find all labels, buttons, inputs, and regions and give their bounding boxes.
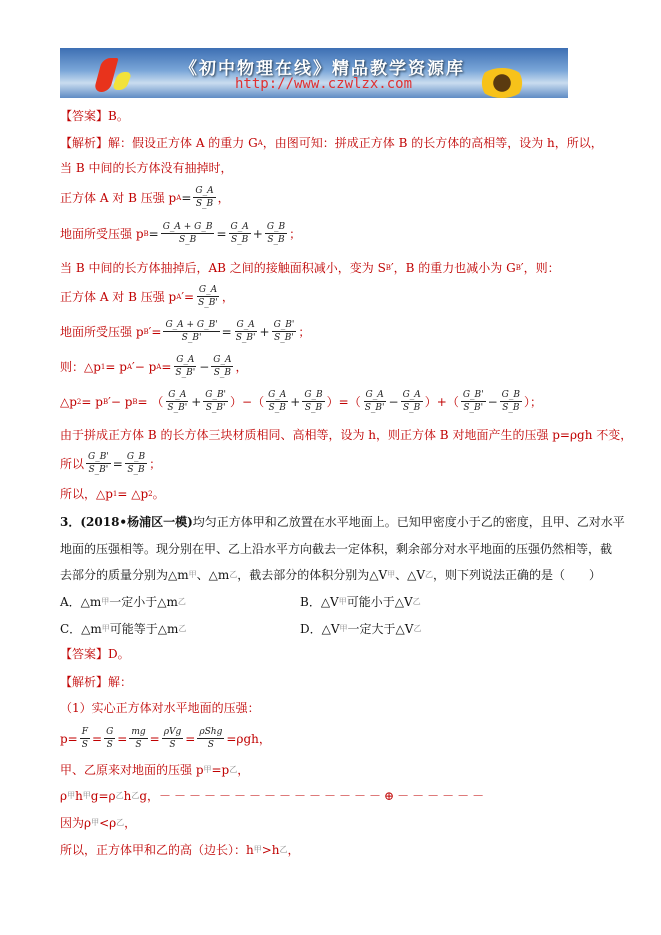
text-segment: ）=（ [326,395,361,409]
text-segment: ′= [148,324,162,339]
fraction [203,390,228,413]
denominator: S_B' [175,368,196,378]
math-operator: + [290,394,301,409]
text-segment: h [123,788,132,803]
text-segment: ）+（ [424,395,459,409]
text-segment: =ρgh， [226,732,271,746]
fraction [193,186,215,209]
text-segment: 【答案】D。 [60,647,130,661]
subscript-label: 乙 [229,570,238,579]
text-segment: ； [149,457,162,471]
numerator: G_B [266,222,286,232]
text-line [60,540,612,557]
text-line [60,814,136,831]
text-segment: （1）实心正方体对水平地面的压强： [60,701,260,715]
numerator: G_A + G_B' [165,320,218,330]
subscript: B [132,397,138,406]
math-operator: + [252,226,263,241]
subscript-label: 乙 [425,570,434,579]
text-segment: ； [298,325,311,339]
text-line [60,727,271,750]
denominator: S_B [178,235,197,245]
text-line [60,107,129,124]
question-text: 一定小于△m [109,595,178,609]
text-segment: ′− p [108,394,133,409]
text-segment: 当 B 中间的长方体抽掉后，AB 之间的接触面积减小，变为 S [60,261,386,275]
subscript-label: 甲 [253,845,262,854]
text-line [60,186,230,209]
denominator: S_B [213,368,231,378]
denominator: S_B [267,235,285,245]
text-line [60,787,487,804]
math-operator: − [199,359,210,374]
fraction [80,727,90,750]
text-line [60,673,132,690]
subscript-label: 乙 [413,624,422,633]
text-segment: ρ [60,788,68,803]
text-segment: = p [81,394,103,409]
text-segment: g， [139,789,160,803]
question-text: ，截去部分的体积分别为△V [237,568,388,582]
fraction [163,320,219,343]
question-text: 去部分的质量分别为△m [60,568,189,582]
text-line [60,159,232,176]
subscript-label: 甲 [203,765,212,774]
text-segment: ， [235,360,248,374]
subscript: B [143,229,149,238]
subscript: B [515,263,521,272]
subscript-label: 甲 [339,624,348,633]
subscript: B [143,327,149,336]
subscript: B [102,397,109,406]
numerator: mg [131,727,146,737]
numerator: G_A [213,355,232,365]
text-segment: = （ [137,395,164,409]
text-segment: ，由图可知：拼成正方体 B 的长方体的高相等，设为 h，所以， [262,136,603,150]
text-segment: 则：△p [60,360,101,374]
text-segment: 所以，正方体甲和乙的高（边长）：h [60,843,254,857]
subscript-label: 乙 [178,624,187,633]
text-line [60,485,165,502]
subscript: A [257,138,263,147]
text-segment: 地面所受压强 p [60,227,144,241]
denominator: S_B [127,465,145,475]
question-text: 、△V [395,568,426,582]
text-segment: 甲、乙原来对地面的压强 p [60,763,204,777]
fraction [302,390,324,413]
numerator: G [106,727,114,737]
fraction [461,390,486,413]
subscript-label: 乙 [229,765,238,774]
dashed-line: －－－－－－－－－－－－－－－⊕－－－－－－ [159,789,488,803]
text-segment: ， [221,290,234,304]
subscript: A [176,292,182,301]
subscript: 1 [112,489,118,498]
text-segment: 【解析】解：假设正方体 A 的重力 G [60,136,258,150]
numerator: G_A [268,390,287,400]
denominator: S_B [195,199,214,209]
text-segment: ′− p [132,359,157,374]
math-operator: − [487,394,498,409]
fraction [196,285,220,308]
text-line [60,259,560,276]
subscript: 2 [76,397,82,406]
numerator: ρShg [199,727,223,737]
subscript-label: 甲 [338,597,347,606]
subscript: 2 [148,489,153,498]
numerator: G_A [236,320,255,330]
subscript-label: 乙 [116,818,125,827]
numerator: G_A [230,222,249,232]
numerator: G_A [176,355,195,365]
numerator: G_B' [462,390,484,400]
denominator: S_B [304,403,323,413]
text-segment: = △p [117,486,149,501]
text-segment: △p [60,394,77,409]
fraction [197,727,224,750]
text-segment: <ρ [99,815,117,830]
subscript-label: 甲 [188,570,197,579]
denominator: S [135,740,142,750]
numerator: G_A [168,390,187,400]
question-text: B．△V [300,595,339,609]
text-segment: = [117,731,128,746]
text-segment: ， [217,191,230,205]
text-line [60,285,234,308]
subscript-label: 乙 [115,791,124,800]
numerator: G_A [198,285,218,295]
text-segment: =p [211,762,230,777]
denominator: S_B [502,403,520,413]
math-operator: = [181,190,192,205]
fraction [86,452,111,475]
question-text: ，则下列说法正确的是（ ） [433,568,602,582]
subscript-label: 乙 [279,845,288,854]
subscript-label: 甲 [82,791,91,800]
text-line [60,620,186,637]
subscript-label: 甲 [101,624,110,633]
text-segment: 【答案】B。 [60,109,129,123]
fraction [265,222,287,245]
math-operator: = [221,324,232,339]
subscript-label: 乙 [177,597,186,606]
numerator: G_B' [205,390,227,400]
math-operator: = [112,456,123,471]
question-text: 均匀正方体甲和乙放置在水平地面上。已知甲密度小于乙的密度，且甲、乙对水平 [192,515,625,529]
text-line [60,699,260,716]
banner-image [60,48,568,98]
text-segment: ； [289,227,302,241]
question-text: C．△m [60,622,102,636]
fraction [272,320,297,343]
text-segment: ′，则： [520,261,560,275]
text-segment: ′，B 的重力也减小为 G [390,261,516,275]
question-text: A．△m [60,595,102,609]
text-line [60,645,130,662]
text-segment: = [161,359,172,374]
numerator: F [81,727,88,737]
denominator: S_B' [181,333,202,343]
denominator: S_B [268,403,286,413]
text-line [60,426,632,443]
fraction [173,355,197,378]
banner-title: 《初中物理在线》精品教学资源库 [180,59,465,79]
text-segment: 正方体 A 对 B 压强 p [60,290,177,304]
question-number: 3．(2018•杨浦区一模) [60,515,193,529]
text-segment: 因为ρ [60,816,92,830]
denominator: S [106,740,113,750]
text-line [300,593,421,610]
text-segment: 。 [152,487,165,501]
text-line [60,761,249,778]
text-segment: = [92,731,103,746]
text-segment: ′= [181,289,195,304]
text-segment: ， [124,816,137,830]
numerator: G_A [365,390,384,400]
text-segment: ）−（ [230,395,265,409]
denominator: S_B' [88,465,109,475]
text-segment: h [75,788,83,803]
text-segment: 【解析】解： [60,675,133,689]
subscript: A [126,362,133,371]
question-text: D．△V [300,622,340,636]
denominator: S_B' [167,403,188,413]
text-segment: ）； [523,395,542,409]
fraction [162,727,184,750]
math-operator: + [191,394,202,409]
fraction [211,355,233,378]
question-text: 可能小于△V [346,595,413,609]
text-line [60,134,603,151]
question-text: 、△m [196,568,230,582]
text-segment: 正方体 A 对 B 压强 p [60,191,177,205]
subscript-label: 乙 [412,597,421,606]
text-segment: 所以，△p [60,487,113,501]
denominator: S_B' [274,333,294,343]
text-line [60,320,310,343]
fraction [363,390,387,413]
text-line [60,390,542,413]
text-line [60,593,186,610]
subscript-label: 甲 [101,597,110,606]
subscript-label: 甲 [387,570,396,579]
fraction [229,222,251,245]
fraction [234,320,258,343]
numerator: ρVg [163,727,182,737]
denominator: S_B [403,403,421,413]
numerator: G_B [501,390,520,400]
text-line [60,355,247,378]
text-segment: >h [261,842,280,857]
math-operator: = [216,226,227,241]
text-segment: ， [287,843,300,857]
math-operator: + [259,324,270,339]
logo-icon-accent [112,72,133,90]
numerator: G_A + G_B [162,222,213,232]
question-text: 一定大于△V [347,622,414,636]
fraction [500,390,522,413]
text-line [60,841,300,858]
subscript-label: 乙 [131,791,140,800]
denominator: S_B' [463,403,484,413]
fraction [161,222,215,245]
numerator: G_B [126,452,146,462]
denominator: S_B' [364,403,385,413]
text-segment: 所以 [60,457,85,471]
fraction [266,390,288,413]
math-operator: − [388,394,399,409]
sunflower-icon [478,68,526,98]
denominator: S_B' [205,403,226,413]
denominator: S [81,740,88,750]
subscript: A [176,193,182,202]
math-operator: = [148,226,159,241]
text-segment: 地面所受压强 p [60,325,144,339]
numerator: G_B' [88,452,109,462]
fraction [125,452,147,475]
subscript-label: 甲 [67,791,76,800]
denominator: S_B' [198,298,218,308]
text-segment: = p [105,359,127,374]
text-segment: = [185,731,196,746]
question-text: 地面的压强相等。现分别在甲、乙上沿水平方向截去一定体积，剩余部分对水平地面的压强仍然相等，截 [60,542,613,556]
denominator: S_B' [235,333,256,343]
denominator: S_B [231,235,249,245]
numerator: G_B' [273,320,295,330]
fraction [104,727,115,750]
text-segment: 由于拼成正方体 B 的长方体三块材质相同、高相等，设为 h，则正方体 B 对地面产生的压强 p=ρgh 不变， [60,428,633,442]
text-line [300,620,421,637]
text-line [60,222,301,245]
text-segment: 当 B 中间的长方体没有抽掉时， [60,161,233,175]
numerator: G_B [304,390,323,400]
denominator: S [169,740,176,750]
text-segment: ， [237,763,250,777]
fraction [165,390,189,413]
fraction [401,390,423,413]
denominator: S [207,740,214,750]
text-segment: g=ρ [90,788,116,803]
subscript: A [156,362,162,371]
subscript: 1 [100,362,106,371]
text-line [60,452,161,475]
subscript: B [385,263,391,272]
text-line [60,566,601,583]
text-segment: p= [60,731,78,746]
numerator: G_A [402,390,421,400]
fraction [129,727,147,750]
banner-url: http://www.czwlzx.com [235,76,413,92]
text-segment: = [149,731,160,746]
numerator: G_A [195,186,214,196]
question-text: 可能等于△m [109,622,179,636]
subscript-label: 甲 [91,818,100,827]
text-line [60,513,625,530]
